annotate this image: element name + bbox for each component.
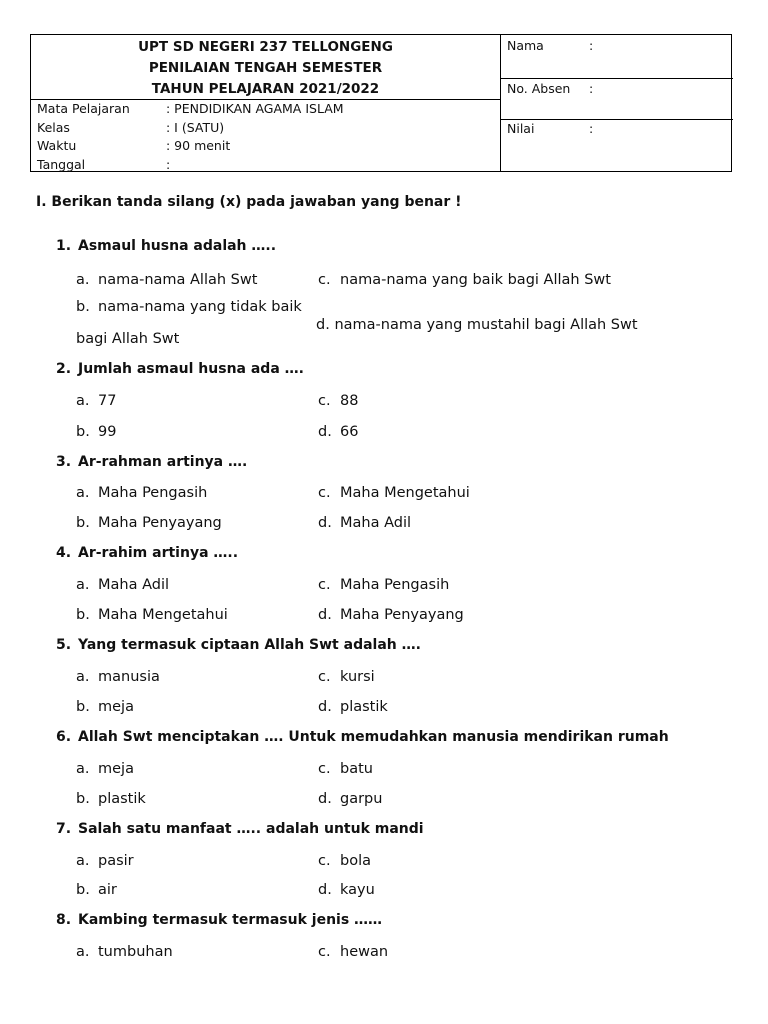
q2-option-c[interactable] (318, 392, 358, 410)
field-colon-absen: : (589, 81, 594, 96)
field-colon-name: : (589, 38, 594, 53)
option-text: tumbuhan (98, 944, 173, 960)
question-number: 6. (56, 729, 72, 745)
header-divider-right-2 (500, 119, 733, 120)
option-letter: c. (318, 485, 331, 501)
option-text: kayu (340, 882, 375, 898)
option-letter: d. (318, 607, 332, 623)
q3-option-d[interactable] (318, 514, 411, 532)
question-7 (56, 820, 424, 838)
option-letter: a. (76, 272, 90, 288)
option-text: Maha Pengasih (98, 485, 208, 501)
question-text: Allah Swt menciptakan …. Untuk memudahkan manusia mendirikan rumah (78, 729, 669, 745)
option-text: bola (340, 853, 371, 869)
q2-option-b[interactable] (76, 423, 116, 441)
q4-option-c[interactable] (318, 576, 449, 594)
option-text: batu (340, 761, 373, 777)
option-text: manusia (98, 669, 160, 685)
option-letter: d. (316, 317, 330, 333)
option-letter: a. (76, 393, 90, 409)
option-text: Maha Adil (340, 515, 412, 531)
field-label-score: Nilai (507, 121, 535, 136)
option-letter: c. (318, 669, 331, 685)
option-letter: c. (318, 577, 331, 593)
option-letter: d. (318, 424, 332, 440)
option-text: Maha Mengetahui (340, 485, 470, 501)
q6-option-c[interactable] (318, 760, 373, 778)
q2-option-d[interactable] (318, 423, 358, 441)
q5-option-a[interactable] (76, 668, 160, 686)
info-value-subject: : PENDIDIKAN AGAMA ISLAM (166, 101, 344, 116)
option-text: Maha Pengasih (340, 577, 450, 593)
header-divider-vertical (500, 35, 501, 171)
q2-option-a[interactable] (76, 392, 116, 410)
option-text: nama-nama Allah Swt (98, 272, 258, 288)
info-label-subject: Mata Pelajaran (37, 101, 130, 116)
question-number: 2. (56, 361, 72, 377)
option-letter: a. (76, 853, 90, 869)
option-text: garpu (340, 791, 383, 807)
question-4 (56, 544, 238, 562)
q4-option-d[interactable] (318, 606, 464, 624)
option-text: 77 (98, 393, 117, 409)
option-letter: b. (76, 699, 90, 715)
option-text: meja (98, 699, 134, 715)
q3-option-b[interactable] (76, 514, 222, 532)
option-text: Maha Mengetahui (98, 607, 228, 623)
option-letter: b. (76, 882, 90, 898)
field-colon-score: : (589, 121, 594, 136)
header-divider-right-1 (500, 78, 733, 79)
q6-option-b[interactable] (76, 790, 146, 808)
q5-option-d[interactable] (318, 698, 388, 716)
option-text: 88 (340, 393, 359, 409)
option-letter: c. (318, 853, 331, 869)
q4-option-a[interactable] (76, 576, 169, 594)
info-value-date: : (166, 157, 171, 172)
option-text: 99 (98, 424, 117, 440)
option-letter: b. (76, 607, 90, 623)
question-number: 7. (56, 821, 72, 837)
question-number: 5. (56, 637, 72, 653)
question-text: Salah satu manfaat ….. adalah untuk mandi (78, 821, 424, 837)
q1-option-d[interactable] (316, 316, 638, 334)
q5-option-b[interactable] (76, 698, 134, 716)
option-letter: d. (318, 882, 332, 898)
question-3 (56, 453, 247, 471)
option-text: nama-nama yang mustahil bagi Allah Swt (334, 317, 638, 333)
option-letter: c. (318, 393, 331, 409)
question-text: Ar-rahman artinya …. (78, 454, 248, 470)
option-text: meja (98, 761, 134, 777)
q6-option-a[interactable] (76, 760, 134, 778)
q1-option-c[interactable] (318, 271, 611, 289)
q3-option-c[interactable] (318, 484, 470, 502)
info-label-class: Kelas (37, 120, 70, 135)
option-text: plastik (340, 699, 388, 715)
question-text: Ar-rahim artinya ….. (78, 545, 239, 561)
question-number: 4. (56, 545, 72, 561)
question-number: 8. (56, 912, 72, 928)
option-text: Maha Adil (98, 577, 170, 593)
question-text: Yang termasuk ciptaan Allah Swt adalah …. (78, 637, 421, 653)
question-2 (56, 360, 304, 378)
question-text: Asmaul husna adalah ….. (78, 238, 277, 254)
option-letter: a. (76, 761, 90, 777)
field-label-name: Nama (507, 38, 544, 53)
option-letter: b. (76, 515, 90, 531)
info-value-class: : I (SATU) (166, 120, 225, 135)
question-number: 3. (56, 454, 72, 470)
q4-option-b[interactable] (76, 606, 228, 624)
option-letter: b. (76, 791, 90, 807)
option-text: plastik (98, 791, 146, 807)
option-text: hewan (340, 944, 389, 960)
field-label-absen: No. Absen (507, 81, 571, 96)
option-letter: c. (318, 761, 331, 777)
info-label-date: Tanggal (37, 157, 86, 172)
question-text: Kambing termasuk termasuk jenis …… (78, 912, 383, 928)
school-name: UPT SD NEGERI 237 TELLONGENG (138, 39, 393, 55)
q6-option-d[interactable] (318, 790, 382, 808)
question-6 (56, 728, 669, 746)
option-letter: a. (76, 577, 90, 593)
option-letter: a. (76, 485, 90, 501)
option-letter: d. (318, 515, 332, 531)
q7-option-d[interactable] (318, 881, 375, 899)
q1-option-a[interactable] (76, 271, 257, 289)
header-divider-left (31, 99, 500, 100)
option-letter: c. (318, 272, 331, 288)
section-instruction: I. Berikan tanda silang (x) pada jawaban yang benar ! (36, 194, 462, 210)
info-label-time: Waktu (37, 138, 77, 153)
option-text: air (98, 882, 117, 898)
q1-option-b[interactable] (76, 291, 316, 355)
option-text: pasir (98, 853, 134, 869)
option-text: nama-nama yang baik bagi Allah Swt (340, 272, 611, 288)
option-letter: c. (318, 944, 331, 960)
q3-option-a[interactable] (76, 484, 207, 502)
academic-year: TAHUN PELAJARAN 2021/2022 (151, 81, 380, 97)
option-text: Maha Penyayang (340, 607, 464, 623)
option-text: kursi (340, 669, 375, 685)
option-letter: d. (318, 699, 332, 715)
option-text: nama-nama yang tidak baik bagi Allah Swt (76, 299, 302, 347)
question-5 (56, 636, 421, 654)
question-text: Jumlah asmaul husna ada …. (78, 361, 304, 377)
option-letter: d. (318, 791, 332, 807)
option-text: 66 (340, 424, 359, 440)
q8-option-c[interactable] (318, 943, 388, 961)
info-value-time: : 90 menit (166, 138, 231, 153)
question-number: 1. (56, 238, 72, 254)
q7-option-c[interactable] (318, 852, 371, 870)
exam-header-box (30, 34, 732, 172)
q7-option-b[interactable] (76, 881, 117, 899)
q5-option-c[interactable] (318, 668, 375, 686)
question-8 (56, 911, 382, 929)
exam-name: PENILAIAN TENGAH SEMESTER (148, 60, 383, 76)
option-letter: b. (76, 424, 90, 440)
option-letter: a. (76, 944, 90, 960)
option-text: Maha Penyayang (98, 515, 222, 531)
option-letter: a. (76, 669, 90, 685)
option-letter: b. (76, 299, 90, 315)
q7-option-a[interactable] (76, 852, 134, 870)
q8-option-a[interactable] (76, 943, 173, 961)
question-1 (56, 237, 276, 255)
